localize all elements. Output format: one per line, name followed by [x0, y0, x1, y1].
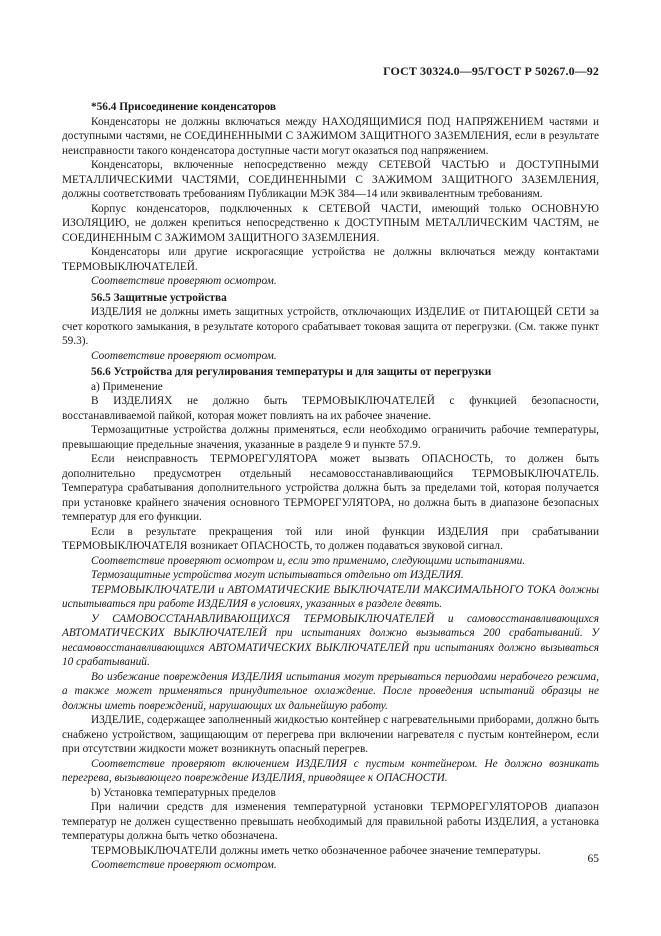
document-body	[62, 98, 599, 873]
body-paragraph: ИЗДЕЛИЕ, содержащее заполненный жидкостью контейнер с нагревательными приборами, должно быть снабжено устройством, защищающим от перегрева при включении нагревателя с пустым контейнером, если при отсутствии жидкости может возникнуть опасный перегрев.	[62, 714, 599, 755]
body-paragraph: Термозащитные устройства должны применяться, если необходимо ограничить рабочие температуры, превышающие предельные значения, указанные в разделе 9 и пункте 57.9.	[62, 424, 599, 451]
subsection-heading: a) Применение	[91, 380, 163, 393]
compliance-note: Соответствие проверяют осмотром.	[91, 349, 277, 362]
section-title: *56.4 Присоединение конденсаторов	[91, 101, 277, 113]
compliance-note: Во избежание повреждения ИЗДЕЛИЯ испытания могут прерываться периодами нерабочего режима, а также может применяться принудительное охлаждение. После проведения испытаний образцы не должны иметь повреждений, нарушающих их дальнейшую работу.	[62, 670, 599, 712]
body-paragraph: Конденсаторы, включенные непосредственно между СЕТЕВОЙ ЧАСТЬЮ и ДОСТУПНЫМИ МЕТАЛЛИЧЕСКИМИ ЧАСТЯМИ, СОЕДИНЕННЫМИ С ЗАЖИМОМ ЗАЩИТНОГО ЗАЗЕМЛЕНИЯ, должны соответствовать требованиям Публикации МЭК 384—14 или эквивалентным требованиям.	[62, 159, 599, 200]
compliance-note: ТЕРМОВЫКЛЮЧАТЕЛИ и АВТОМАТИЧЕСКИЕ ВЫКЛЮЧАТЕЛИ МАКСИМАЛЬНОГО ТОКА должны испытываться при работе ИЗДЕЛИЯ в условиях, указанных в разделе девять.	[62, 583, 599, 610]
body-paragraph: ИЗДЕЛИЯ не должны иметь защитных устройств, отключающих ИЗДЕЛИЕ от ПИТАЮЩЕЙ СЕТИ за счет короткого замыкания, в результате которого срабатывает токовая защита от перегрузки. (См. также пункт 59.3).	[62, 306, 599, 347]
body-paragraph: Корпус конденсаторов, подключенных к СЕТЕВОЙ ЧАСТИ, имеющий только ОСНОВНУЮ ИЗОЛЯЦИЮ, не должен крепиться непосредственно к ДОСТУПНЫМ МЕТАЛЛИЧЕСКИМ ЧАСТЯМ, не СОЕДИНЕННЫМ С ЗАЖИМОМ ЗАЩИТНОГО ЗАЗЕМЛЕНИЯ.	[62, 202, 599, 244]
section-title: 56.5 Защитные устройства	[91, 291, 227, 304]
body-paragraph: При наличии средств для изменения температурной установки ТЕРМОРЕГУЛЯТОРОВ диапазон температур не должен существенно превышать необходимый для правильной работы ИЗДЕЛИЯ, а установка температуры должна быть четко обозначена.	[62, 801, 599, 842]
page-number: 65	[587, 853, 599, 865]
body-paragraph: ТЕРМОВЫКЛЮЧАТЕЛИ должны иметь четко обозначенное рабочее значение температуры.	[91, 844, 541, 857]
section-title: 56.6 Устройства для регулирования температуры и для защиты от перегрузки	[91, 366, 492, 378]
body-paragraph: Конденсаторы или другие искрогасящие устройства не должны включаться между контактами ТЕРМОВЫКЛЮЧАТЕЛЕЙ.	[62, 246, 599, 273]
body-paragraph: Если неисправность ТЕРМОРЕГУЛЯТОРА может вызвать ОПАСНОСТЬ, то должен быть дополнительно предусмотрен отдельный несамовосстанавливающийся ТЕРМОВЫКЛЮЧАТЕЛЬ. Температура срабатывания дополнительного устройства должна быть за пределами той, которая получается при установке крайнего значения основного ТЕРМОРЕГУЛЯТОРА, но должна быть в диапазоне безопасных температур для его функции.	[62, 453, 599, 523]
body-paragraph: В ИЗДЕЛИЯХ не должно быть ТЕРМОВЫКЛЮЧАТЕЛЕЙ с функцией безопасности, восстанавливаемой пайкой, которая может повлиять на их рабочее значение.	[62, 395, 599, 422]
compliance-note: У САМОВОССТАНАВЛИВАЮЩИХСЯ ТЕРМОВЫКЛЮЧАТЕЛЕЙ и самовосстанавливающихся АВТОМАТИЧЕСКИХ ВЫКЛЮЧАТЕЛЕЙ при испытаниях должно вызываться 200 срабатываний. У несамовосстанавливающихся АВТОМАТИЧЕСКИХ ВЫКЛЮЧАТЕЛЕЙ при испытаниях должно вызываться 10 срабатываний.	[62, 612, 599, 668]
document-header: ГОСТ 30324.0—95/ГОСТ Р 50267.0—92	[383, 64, 599, 78]
compliance-note: Термозащитные устройства могут испытываться отдельно от ИЗДЕЛИЯ.	[91, 569, 464, 581]
body-paragraph: Если в результате прекращения той или иной функции ИЗДЕЛИЯ при срабатывании ТЕРМОВЫКЛЮЧАТЕЛЯ возникает ОПАСНОСТЬ, то должен подаваться звуковой сигнал.	[62, 525, 599, 552]
compliance-note: Соответствие проверяют осмотром.	[91, 275, 277, 287]
body-paragraph: Конденсаторы не должны включаться между НАХОДЯЩИМИСЯ ПОД НАПРЯЖЕНИЕМ частями и доступными частями, не СОЕДИНЕННЫМИ С ЗАЖИМОМ ЗАЩИТНОГО ЗАЗЕМЛЕНИЯ, если в результате неисправности такого конденсатора доступные части могут оказаться под напряжением.	[62, 115, 599, 157]
compliance-note: Соответствие проверяют включением ИЗДЕЛИЯ с пустым контейнером. Не должно возникать перегрева, вызывающего повреждение ИЗДЕЛИЯ, приводящее к ОПАСНОСТИ.	[62, 757, 599, 784]
compliance-note: Соответствие проверяют осмотром.	[91, 859, 277, 871]
compliance-note: Соответствие проверяют осмотром и, если это применимо, следующими испытаниями.	[91, 554, 526, 567]
subsection-heading: b) Установка температурных пределов	[91, 786, 276, 799]
